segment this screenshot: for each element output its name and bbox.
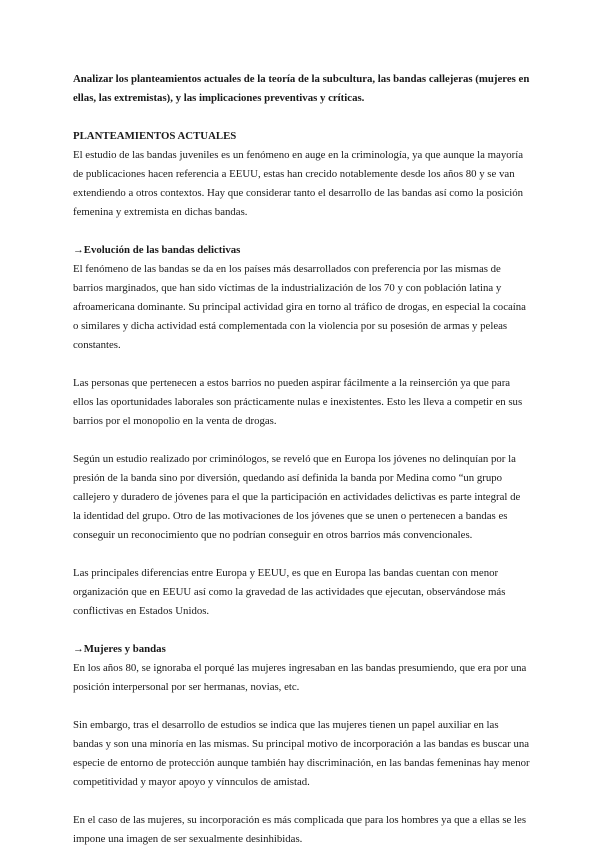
spacer <box>73 355 530 374</box>
paragraph: Las personas que pertenecen a estos barrios no pueden aspirar fácilmente a la reinserción ya que para ellos las oportunidades laborales son prácticamente nulas e inexistentes. Esto les lleva a competir en sus barrios por el monopolio en la venta de drogas. <box>73 377 523 427</box>
intro-paragraph: El estudio de las bandas juveniles es un fenómeno en auge en la criminología, ya que aunque la mayoría de publicaciones hacen referencia a EEUU, estas han crecido notablemente desde los años 80 y se van extendiendo a otros contextos. Hay que considerar tanto el desarrollo de las bandas así como la posición femenina y extremista en dichas bandas. <box>73 149 524 218</box>
paragraph: Sin embargo, tras el desarrollo de estudios se indica que las mujeres tienen un papel auxiliar en las bandas y son una minoría en las mismas. Su principal motivo de incorporación a las bandas es buscar una especie de entorno de protección aunque también hay discriminación, en las bandas femeninas hay menor competitividad y mayor apoyo y vínnculos de amistad. <box>73 719 530 788</box>
document-title: Analizar los planteamientos actuales de la teoría de la subcultura, las bandas callejeras (mujeres en ellas, las extremistas), y las implicaciones preventivas y críticas. <box>73 73 530 104</box>
section-heading: PLANTEAMIENTOS ACTUALES <box>73 130 237 142</box>
spacer <box>73 545 530 564</box>
spacer <box>73 431 530 450</box>
paragraph: Según un estudio realizado por criminólogos, se reveló que en Europa los jóvenes no delinquían por la presión de la banda sino por diversión, quedando así definida la banda por Medina como “un grupo callejero y duradero de jóvenes para el que la participación en actividades delictivas es parte integral de la identidad del grupo. Otro de las motivaciones de los jóvenes que se unen o pertenecen a bandas es conseguir un reconocimiento que no podrían conseguir en otros barrios más convencionales. <box>73 453 521 541</box>
paragraph: En el caso de las mujeres, su incorporación es más complicada que para los hombres ya que a ellas se les impone una imagen de ser sexualmente desinhibidas. <box>73 814 527 845</box>
paragraph: En los años 80, se ignoraba el porqué las mujeres ingresaban en las bandas presumiendo, que era por una posición interpersonal por ser hermanas, novias, etc. <box>73 662 527 693</box>
spacer <box>73 222 530 241</box>
paragraph: Las principales diferencias entre Europa y EEUU, es que en Europa las bandas cuentan con menor organización que en EEUU así como la gravedad de las actividades que ejecutan, observándose más conflictivas en Estados Unidos. <box>73 567 506 617</box>
spacer <box>73 108 530 127</box>
subsection-heading-evolucion: →Evolución de las bandas delictivas <box>73 244 241 256</box>
subsection-heading-mujeres: →Mujeres y bandas <box>73 643 166 655</box>
paragraph: El fenómeno de las bandas se da en los países más desarrollados con preferencia por las mismas de barrios marginados, que han sido víctimas de la industrialización de los 70 y con población latina y afroamericana dominante. Su principal actividad gira en torno al tráfico de drogas, en especial la cocaína o similares y dicha actividad está complementada con la violencia por su posesión de armas y peleas constantes. <box>73 263 526 351</box>
spacer <box>73 621 530 640</box>
spacer <box>73 792 530 811</box>
spacer <box>73 697 530 716</box>
